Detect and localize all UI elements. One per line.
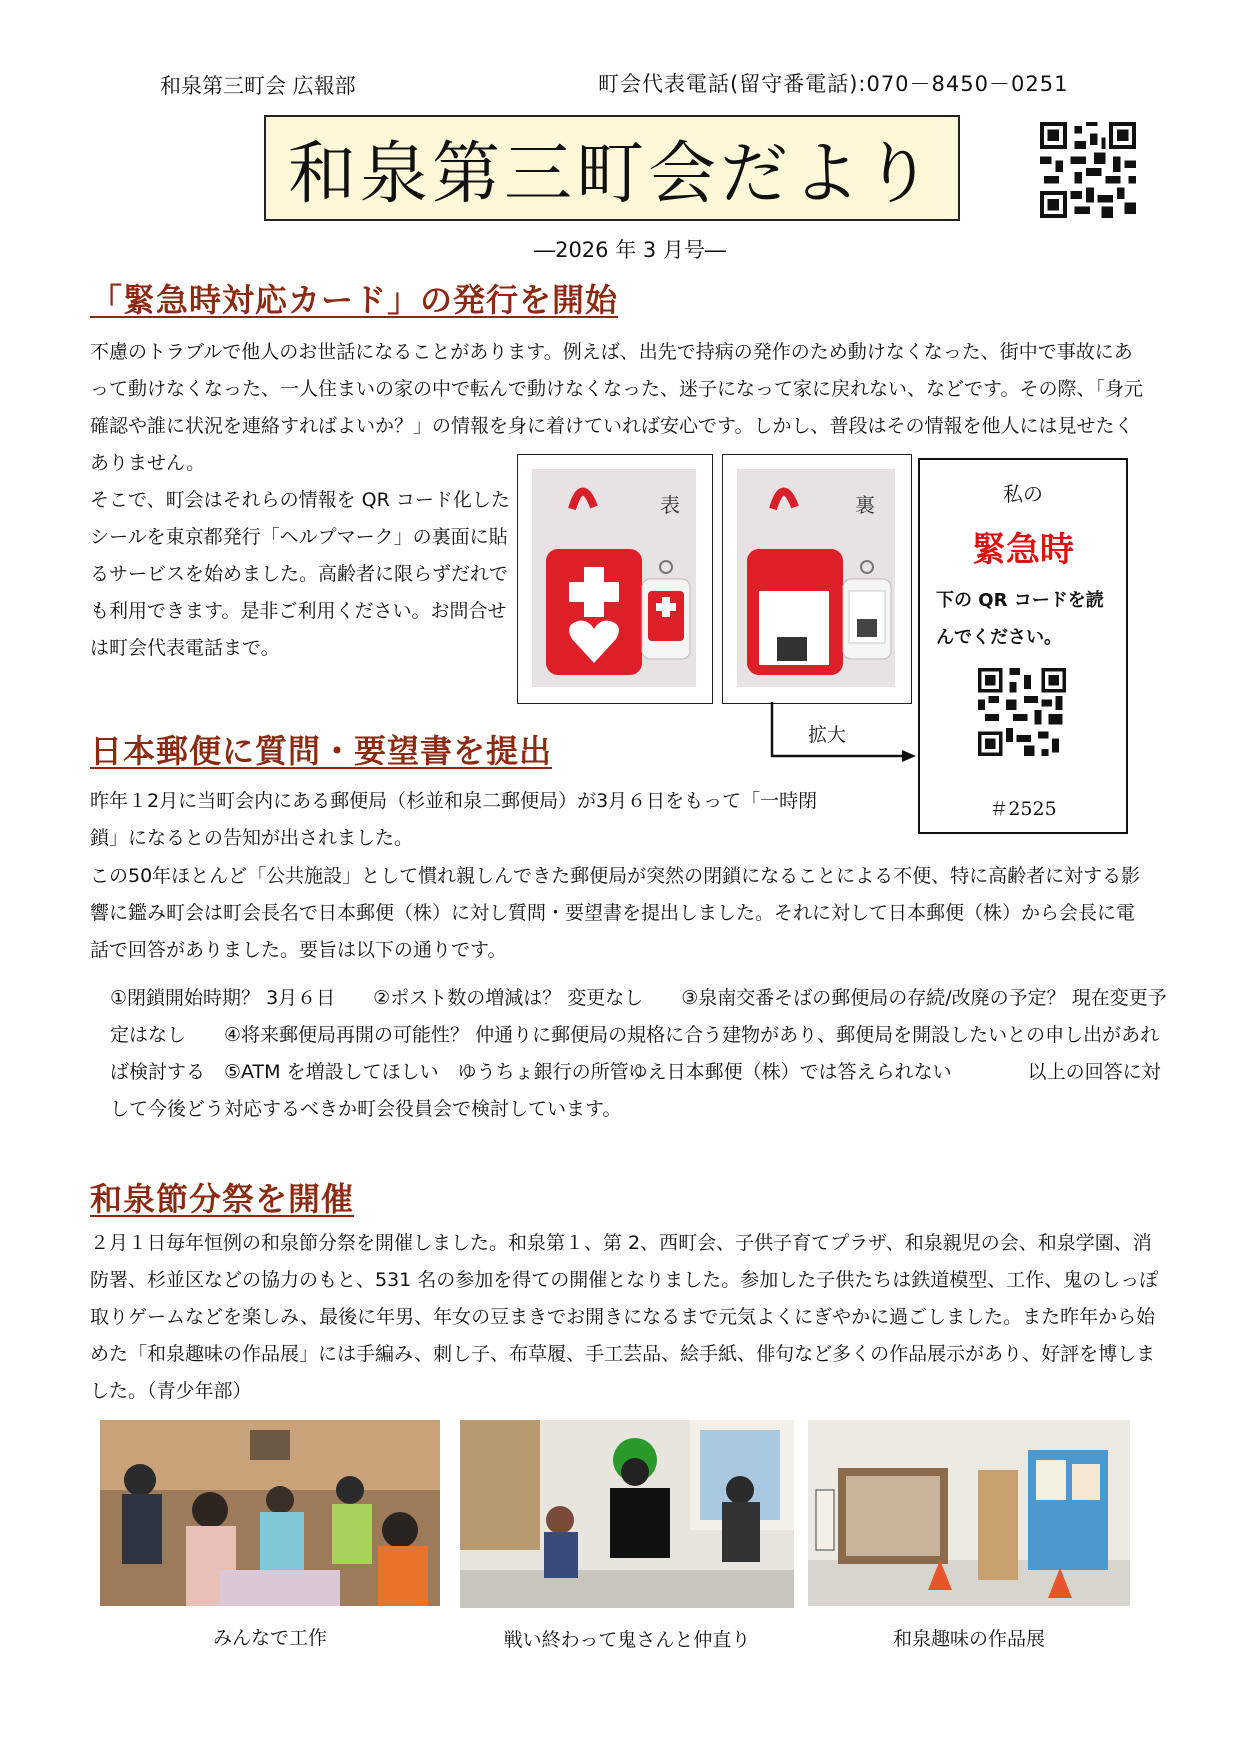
organization-name: 和泉第三町会 広報部 — [160, 74, 356, 98]
caption-crafts: みんなで工作 — [212, 1627, 327, 1649]
emergency-body-text: そこで、町会はそれらの情報を QR コード化したシールを東京都発行「ヘルプマーク」の裏面に貼るサービスを始めました。高齢者に限らずだれでも利用できます。是非ご利用ください。お問合せは町会代表電話まで。 — [90, 489, 510, 659]
help-mark-front-photo — [517, 454, 713, 704]
title-banner — [264, 115, 960, 221]
emergency-intro-text: 不慮のトラブルで他人のお世話になることがあります。例えば、出先で持病の発作のため動けなくなった、街中で事故にあって動けなくなった、一人住まいの家の中で転んで動けなくなった、迷子になって家に戻れない、などです。その際、「身元確認や誰に状況を連絡すればよいか？」の情報を身に着けていれば安心です。しかし、普段はその情報を他人には見せたくありません。 — [90, 341, 1143, 474]
section-heading-emergency-card: 「緊急時対応カード」の発行を開始 — [90, 281, 619, 319]
section-heading-post-office: 日本郵便に質問・要望書を提出 — [90, 732, 553, 770]
post-office-answers: ①閉鎖開始時期？ 3月６日 ②ポスト数の増減は？ 変更なし ③泉南交番そばの郵便局の存続/改廃の予定？ 現在変更予定はなし ④将来郵便局再開の可能性？ 仲通りに郵便局の規格に合う建物があり、郵便局を開設したいとの申し出があれば検討する ⑤ATM を増設してほしい ゆうちょ銀行の所管ゆえ日本郵便（株）では答えられない 以上の回答に対して今後どう対応するべきか町会役員会で検討しています。 — [110, 987, 1167, 1120]
page-title: 和泉第三町会だより — [287, 134, 936, 214]
card-instruction: 下の QR コードを読んでください。 — [936, 590, 1104, 648]
emergency-card-enlarged — [918, 458, 1128, 834]
front-label: 表 — [660, 493, 680, 517]
exhibition-photo — [808, 1420, 1130, 1606]
card-line1: 私の — [1003, 482, 1043, 506]
section-heading-setsubun: 和泉節分祭を開催 — [90, 1180, 355, 1218]
issue-date: ―2026 年 3 月号― — [534, 238, 726, 262]
caption-oni: 戦い終わって鬼さんと仲直り — [503, 1629, 751, 1651]
help-mark-back-photo — [722, 454, 912, 704]
setsubun-text: ２月１日毎年恒例の和泉節分祭を開催しました。和泉第１、第 2、西町会、子供子育てプラザ、和泉親児の会、和泉学園、消防署、杉並区などの協力のもと、531 名の参加を得ての開催となりました。参加した子供たちは鉄道模型、工作、鬼のしっぽ取りゲームなどを楽しみ、最後に年男、年女の豆まきでお開きになるまで元気よくにぎやかに過ごしました。また昨年から始めた「和泉趣味の作品展」には手編み、刺し子、布草履、手工芸品、絵手紙、俳句など多くの作品展示があり、好評を博しました。（青少年部） — [90, 1232, 1159, 1402]
qr-code-icon — [1040, 122, 1136, 218]
qr-code-icon — [978, 668, 1066, 756]
card-number: ＃2525 — [989, 798, 1057, 820]
post-office-text-1: 昨年１2月に当町会内にある郵便局（杉並和泉二郵便局）が3月６日をもって「一時閉鎖」になるとの告知が出されました。 — [90, 790, 818, 849]
crafts-photo — [100, 1420, 440, 1606]
oni-photo — [460, 1420, 794, 1608]
back-label: 裏 — [855, 493, 875, 517]
post-office-text-2: この50年ほとんど「公共施設」として慣れ親しんできた郵便局が突然の閉鎖になることによる不便、特に高齢者に対する影響に鑑み町会は町会長名で日本郵便（株）に対し質問・要望書を提出しました。それに対して日本郵便（株）から会長に電話で回答がありました。要旨は以下の通りです。 — [90, 865, 1141, 961]
phone-number: 町会代表電話(留守番電話):070－8450－0251 — [598, 72, 1069, 96]
card-line2: 緊急時 — [972, 530, 1074, 570]
enlarge-label: 拡大 — [808, 724, 847, 746]
caption-exhibition: 和泉趣味の作品展 — [892, 1628, 1045, 1650]
